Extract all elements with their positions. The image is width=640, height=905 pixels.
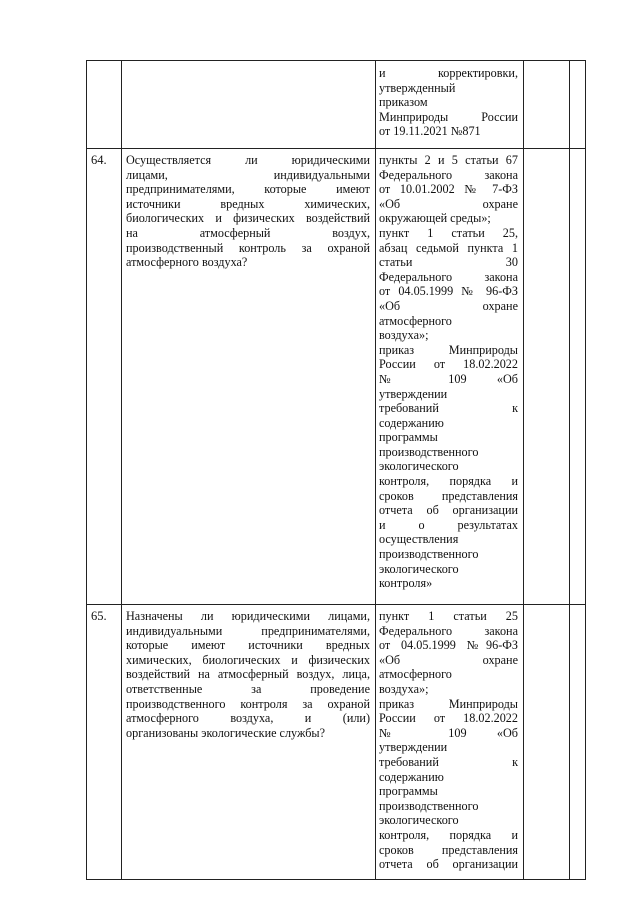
law-line: воздуха»; xyxy=(379,681,429,696)
law-line: требований к xyxy=(379,401,518,416)
column-divider xyxy=(375,61,376,879)
law-line: пункт 1 статьи 25 xyxy=(379,609,518,623)
law-line: атмосферного xyxy=(379,313,452,328)
law-line: воздуха»; xyxy=(379,328,429,343)
law-line: окружающей среды»; xyxy=(379,211,491,226)
law-line: приказ Минприроды xyxy=(379,342,518,357)
law-line: экологического xyxy=(379,459,459,474)
law-line: экологического xyxy=(379,813,459,828)
column-divider xyxy=(569,61,570,879)
row-0-law-cell xyxy=(379,66,518,139)
law-line: контроля, порядка и xyxy=(379,474,518,489)
law-line: Минприроды России xyxy=(379,109,518,124)
law-line: утверждении xyxy=(379,740,448,755)
law-line: отчета об организации xyxy=(379,857,518,872)
question-line: воздействий на атмосферный воздух, лица, xyxy=(126,667,370,682)
law-line: «Об охране xyxy=(379,652,518,667)
question-line: биологических и физических воздействий xyxy=(126,211,370,226)
law-line: от 19.11.2021 №871 xyxy=(379,124,481,139)
law-line: пункты 2 и 5 статьи 67 xyxy=(379,153,518,167)
question-line: лицами, индивидуальными xyxy=(126,167,370,182)
law-line: Федерального закона xyxy=(379,167,518,182)
column-divider xyxy=(523,61,524,879)
row-divider xyxy=(87,604,585,605)
law-line: России от 18.02.2022 xyxy=(379,357,518,372)
question-line: производственного контроля за охраной xyxy=(126,696,370,711)
law-line: и о результатах xyxy=(379,517,518,532)
law-line: статьи 30 xyxy=(379,255,518,270)
law-line: осуществления xyxy=(379,532,459,547)
row-64-number: 64. xyxy=(91,153,107,167)
row-64-law-cell xyxy=(379,153,518,591)
row-65-question xyxy=(126,609,370,740)
law-line: программы xyxy=(379,430,438,445)
law-line: Федерального закона xyxy=(379,623,518,638)
row-65-law-cell xyxy=(379,609,518,872)
law-line: приказом xyxy=(379,95,428,110)
question-line: на атмосферный воздух, xyxy=(126,225,370,240)
law-line: сроков представления xyxy=(379,842,518,857)
question-line: которые имеют источники вредных xyxy=(126,638,370,653)
question-line: Осуществляется ли юридическими xyxy=(126,153,370,167)
law-line: и корректировки, xyxy=(379,66,518,80)
law-line: экологического xyxy=(379,561,459,576)
row-65-number: 65. xyxy=(91,609,107,623)
question-line: атмосферного воздуха, и (или) xyxy=(126,711,370,726)
law-line: Федерального закона xyxy=(379,269,518,284)
law-line: утвержденный xyxy=(379,80,456,95)
question-line: индивидуальными предпринимателями, xyxy=(126,623,370,638)
question-line: предпринимателями, которые имеют xyxy=(126,182,370,197)
law-line: «Об охране xyxy=(379,298,518,313)
law-line: утверждении xyxy=(379,386,448,401)
law-line: № 109 «Об xyxy=(379,725,518,740)
law-line: атмосферного xyxy=(379,667,452,682)
column-divider xyxy=(121,61,122,879)
law-line: контроля, порядка и xyxy=(379,827,518,842)
law-line: пункт 1 статьи 25, xyxy=(379,225,518,240)
row-divider xyxy=(87,148,585,149)
law-line: России от 18.02.2022 xyxy=(379,711,518,726)
law-line: производственного xyxy=(379,547,479,562)
law-line: контроля» xyxy=(379,576,433,591)
question-line: ответственные за проведение xyxy=(126,681,370,696)
law-line: содержанию xyxy=(379,415,444,430)
question-line: организованы экологические службы? xyxy=(126,725,326,740)
law-line: приказ Минприроды xyxy=(379,696,518,711)
law-line: абзац седьмой пункта 1 xyxy=(379,240,518,255)
law-line: «Об охране xyxy=(379,196,518,211)
law-line: содержанию xyxy=(379,769,444,784)
row-64-question xyxy=(126,153,370,270)
law-line: сроков представления xyxy=(379,488,518,503)
question-line: атмосферного воздуха? xyxy=(126,255,248,270)
question-line: Назначены ли юридическими лицами, xyxy=(126,609,370,623)
law-line: от 04.05.1999 № 96-ФЗ xyxy=(379,284,518,299)
question-line: источники вредных химических, xyxy=(126,196,370,211)
law-line: № 109 «Об xyxy=(379,371,518,386)
law-line: отчета об организации xyxy=(379,503,518,518)
law-line: требований к xyxy=(379,754,518,769)
question-line: производственный контроль за охраной xyxy=(126,240,370,255)
law-line: от 04.05.1999 №96-ФЗ xyxy=(379,638,518,653)
law-line: от 10.01.2002 № 7-ФЗ xyxy=(379,182,518,197)
checklist-table xyxy=(86,60,586,880)
law-line: производственного xyxy=(379,444,479,459)
question-line: химических, биологических и физических xyxy=(126,652,370,667)
law-line: программы xyxy=(379,784,438,799)
law-line: производственного xyxy=(379,798,479,813)
